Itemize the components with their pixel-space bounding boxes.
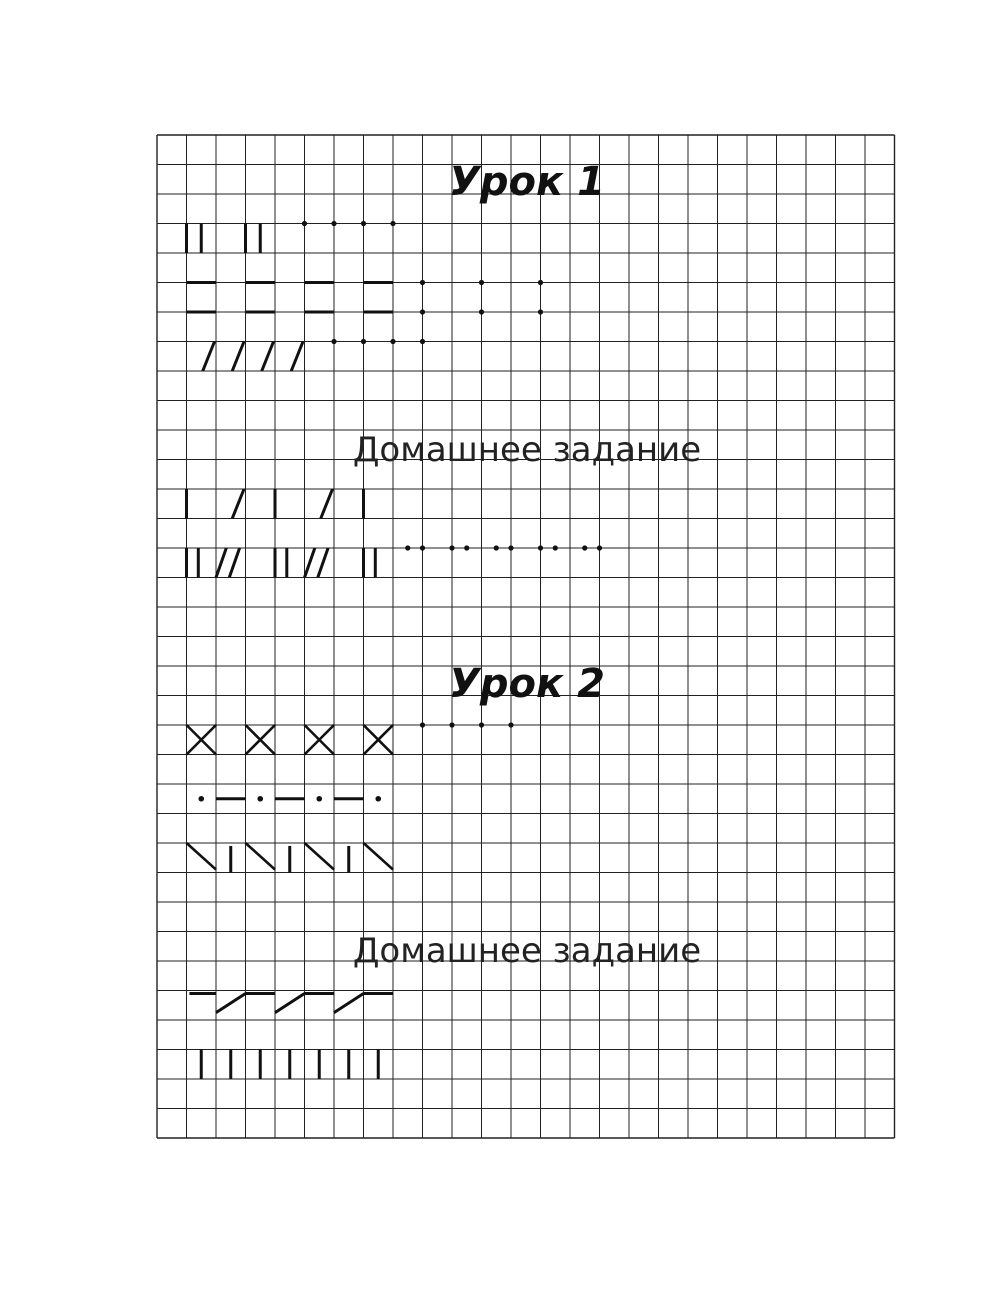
dot-mark (420, 309, 425, 314)
stroke-mark (291, 342, 303, 372)
stroke-mark (216, 993, 246, 1012)
stroke-mark (262, 342, 274, 372)
dot-mark (331, 221, 336, 226)
dot-mark (420, 339, 425, 344)
lesson-2-title: Урок 2 (449, 661, 605, 707)
grid-paper (157, 135, 895, 1138)
dot-mark (316, 796, 322, 802)
dot-mark (479, 280, 484, 285)
dot-mark (538, 545, 543, 550)
stroke-mark (229, 548, 239, 578)
stroke-mark (334, 993, 364, 1012)
dot-mark (257, 796, 263, 802)
stroke-mark (246, 843, 276, 870)
stroke-mark (318, 548, 328, 578)
dot-mark (582, 545, 587, 550)
dot-mark (420, 545, 425, 550)
stroke-mark (305, 548, 315, 578)
dot-mark (390, 221, 395, 226)
dot-mark (597, 545, 602, 550)
stroke-mark (275, 993, 305, 1012)
dot-mark (361, 339, 366, 344)
dot-mark (464, 545, 469, 550)
dot-mark (375, 796, 381, 802)
stroke-mark (305, 843, 335, 870)
dot-mark (538, 309, 543, 314)
dot-mark (553, 545, 558, 550)
stroke-mark (232, 342, 244, 372)
stroke-mark (321, 489, 333, 519)
stroke-mark (364, 843, 394, 870)
dot-mark (479, 309, 484, 314)
homework-1-title: Домашнее задание (352, 430, 702, 470)
lesson-1-title: Урок 1 (449, 159, 605, 205)
dot-mark (198, 796, 204, 802)
homework-2-title: Домашнее задание (352, 931, 702, 971)
dot-mark (538, 280, 543, 285)
dot-mark (449, 545, 454, 550)
dot-mark (479, 722, 484, 727)
dot-mark (420, 722, 425, 727)
dot-mark (420, 280, 425, 285)
dot-mark (449, 722, 454, 727)
dot-mark (405, 545, 410, 550)
dot-mark (508, 722, 513, 727)
stroke-mark (203, 342, 215, 372)
stroke-mark (216, 548, 226, 578)
stroke-mark (187, 843, 217, 870)
stroke-mark (232, 489, 244, 519)
dot-mark (494, 545, 499, 550)
dot-mark (390, 339, 395, 344)
dot-mark (508, 545, 513, 550)
dot-mark (331, 339, 336, 344)
dot-mark (302, 221, 307, 226)
dot-mark (361, 221, 366, 226)
